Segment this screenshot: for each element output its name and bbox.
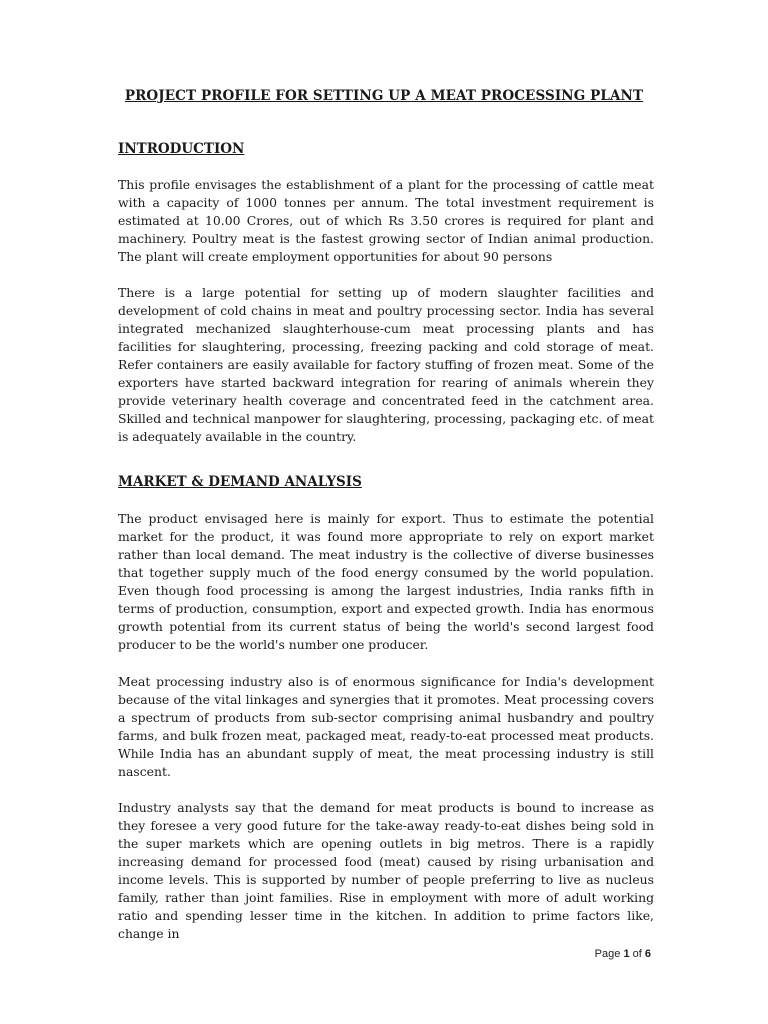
section-heading-introduction: INTRODUCTION: [118, 141, 245, 157]
paragraph-market-3: Industry analysts say that the demand for meat products is bound to increase as they foresee a very good future for the take-away ready-to-eat dishes being sold in the super markets which are opening outlets in big metros. There is a rapidly increasing demand for processed food (meat) caused by rising urbanisation and income levels. This is supported by number of people preferring to live as nucleus family, rather than joint families. Rise in employment with more of adult working ratio and spending lesser time in the kitchen. In addition to prime factors like, change in: [118, 800, 654, 941]
page-title: PROJECT PROFILE FOR SETTING UP A MEAT PROCESSING PLANT: [124, 88, 644, 104]
of-label: of: [632, 948, 642, 960]
total-pages-number: 6: [644, 948, 651, 960]
paragraph-market-2: Meat processing industry also is of enormous significance for India's development because of the vital linkages and synergies that it promotes. Meat processing covers a spectrum of products from sub-sector comprising animal husbandry and poultry farms, and bulk frozen meat, packaged meat, ready-to-eat processed meat products. While India has an abundant supply of meat, the meat processing industry is still nascent.: [118, 674, 654, 779]
paragraph-intro-2: There is a large potential for setting up of modern slaughter facilities and development of cold chains in meat and poultry processing sector. India has several integrated mechanized slaughterhouse-cum meat processing plants and has facilities for slaughtering, processing, freezing packing and cold storage of meat. Refer containers are easily available for factory stuffing of frozen meat. Some of the exporters have started backward integration for rearing of animals wherein they provide veterinary health coverage and concentrated feed in the catchment area. Skilled and technical manpower for slaughtering, processing, packaging etc. of meat is adequately available in the country.: [118, 285, 654, 444]
page-number-footer: [595, 948, 651, 960]
section-heading-market: MARKET & DEMAND ANALYSIS: [118, 474, 362, 490]
current-page-number: 1: [623, 948, 630, 960]
paragraph-market-1: The product envisaged here is mainly for export. Thus to estimate the potential market for the product, it was found more appropriate to rely on export market rather than local demand. The meat industry is the collective of diverse businesses that together supply much of the food energy consumed by the world population. Even though food processing is among the largest industries, India ranks fifth in terms of production, consumption, export and expected growth. India has enormous growth potential from its current status of being the world's second largest food producer to be the world's number one producer.: [118, 511, 654, 652]
paragraph-intro-1: This profile envisages the establishment of a plant for the processing of cattle meat with a capacity of 1000 tonnes per annum. The total investment requirement is estimated at 10.00 Crores, out of which Rs 3.50 crores is required for plant and machinery. Poultry meat is the fastest growing sector of Indian animal production. The plant will create employment opportunities for about 90 persons: [118, 177, 654, 264]
page-label: Page: [594, 948, 621, 960]
